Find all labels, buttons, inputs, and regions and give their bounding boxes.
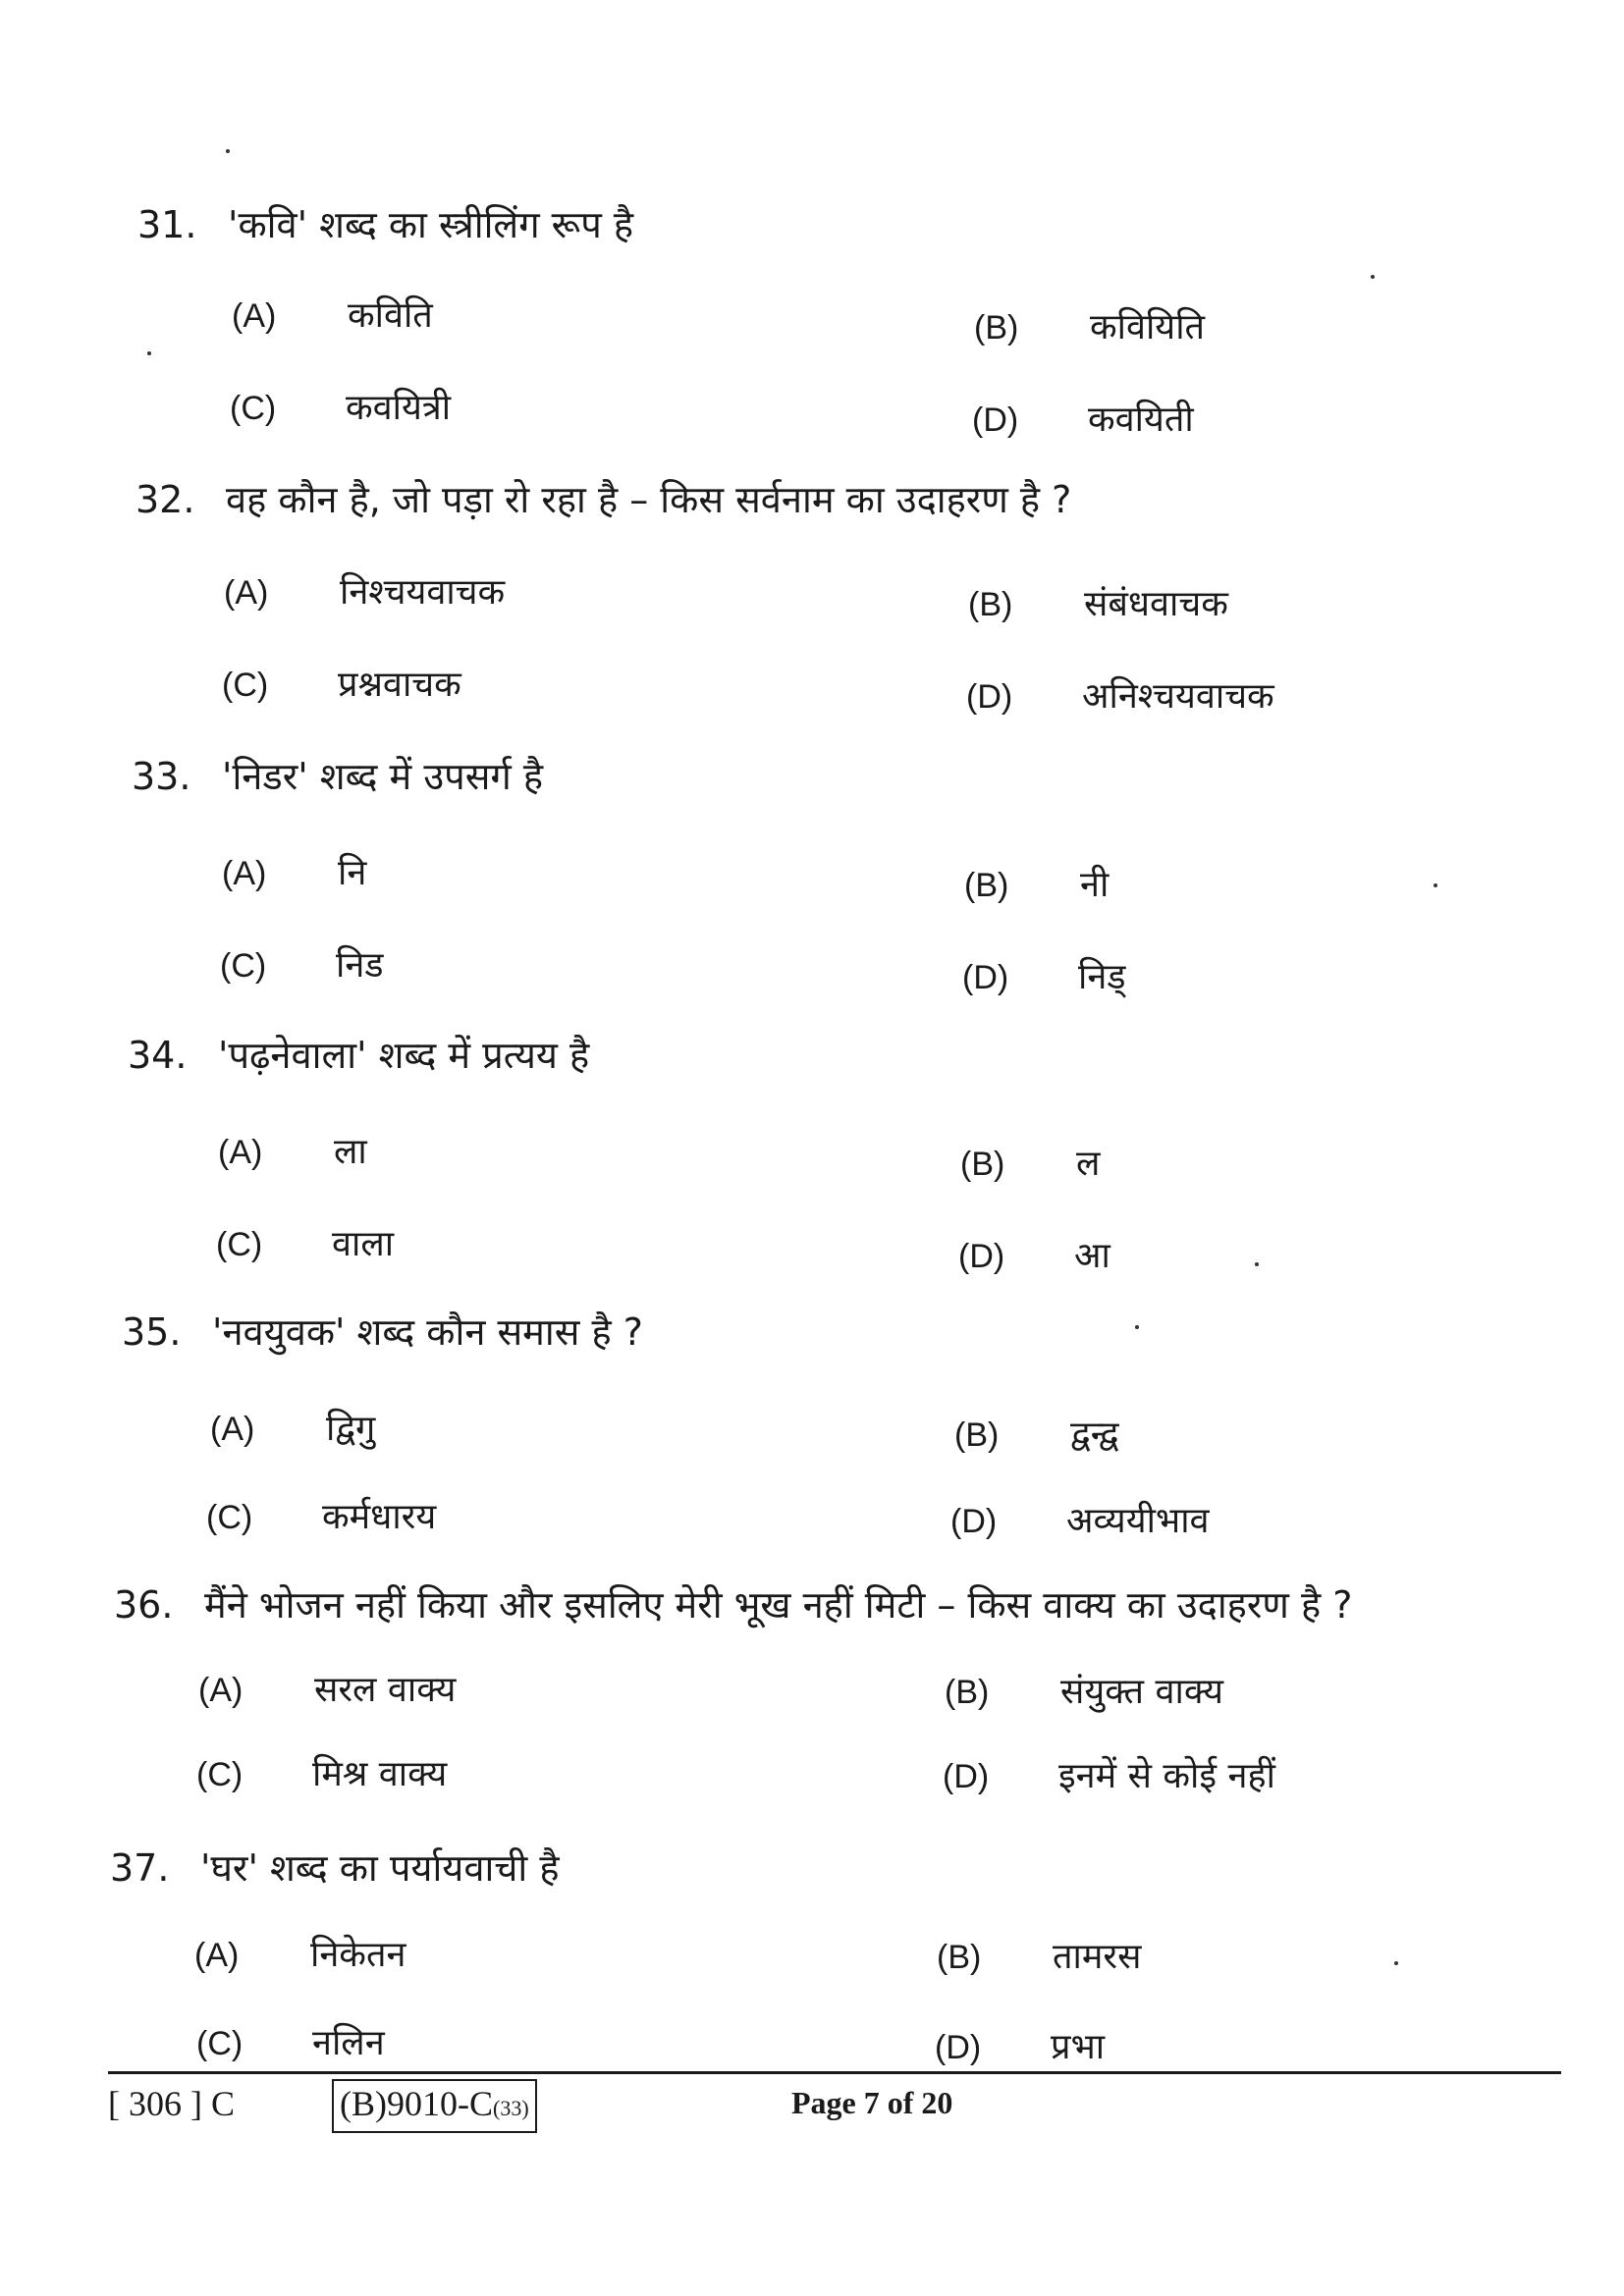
option-a: (A) सरल वाक्य [198, 1670, 457, 1710]
option-c: (C) मिश्र वाक्य [196, 1754, 448, 1794]
option-b: (B) कवियिति [974, 307, 1206, 347]
option-d: (D) निड् [962, 957, 1126, 997]
option-b: (B) संबंधवाचक [968, 584, 1228, 624]
paper-code: [ 306 ] C [108, 2084, 235, 2123]
footer-rule [108, 2071, 1561, 2074]
scan-speck [1371, 275, 1375, 279]
question-text: मैंने भोजन नहीं किया और इसलिए मेरी भूख नहीं मिटी – किस वाक्य का उदाहरण है ? [204, 1583, 1353, 1627]
page-number: Page 7 of 20 [791, 2085, 953, 2120]
question-number: 34. [128, 1034, 188, 1077]
question-text: 'पढ़नेवाला' शब्द में प्रत्यय है [218, 1034, 590, 1077]
option-d: (D) अव्ययीभाव [950, 1501, 1210, 1541]
option-d: (D) कवयिती [972, 400, 1194, 440]
scan-speck [1434, 883, 1437, 887]
question-number: 32. [135, 478, 195, 521]
option-d: (D) इनमें से कोई नहीं [943, 1756, 1275, 1796]
question-number: 33. [132, 755, 191, 798]
question-number: 31. [137, 203, 197, 246]
option-a: (A) कविति [232, 295, 433, 336]
option-c: (C) नलिन [196, 2023, 385, 2063]
option-a: (A) निश्चयवाचक [224, 572, 506, 613]
option-c: (C) निड [220, 945, 384, 986]
booklet-code-box: (B)9010-C(33) [332, 2079, 537, 2133]
page-footer [0, 2079, 1624, 2138]
option-b: (B) द्वन्द्व [954, 1415, 1119, 1455]
scan-speck [147, 351, 151, 355]
scan-speck [226, 149, 230, 153]
question-text: 'निडर' शब्द में उपसर्ग है [222, 755, 544, 798]
question-text: वह कौन है, जो पड़ा रो रहा है – किस सर्वनाम का उदाहरण है ? [226, 478, 1072, 521]
question-text: 'नवयुवक' शब्द कौन समास है ? [212, 1310, 643, 1354]
scan-speck [1394, 1961, 1398, 1965]
option-b: (B) ल [960, 1144, 1101, 1184]
question-text: 'घर' शब्द का पर्यायवाची है [200, 1846, 560, 1890]
option-c: (C) वाला [216, 1224, 395, 1264]
option-d: (D) प्रभा [935, 2027, 1106, 2067]
question-number: 37. [110, 1846, 170, 1890]
option-a: (A) ला [218, 1132, 367, 1172]
option-a: (A) निकेतन [194, 1935, 406, 1975]
scan-speck [1135, 1325, 1139, 1329]
option-c: (C) प्रश्नवाचक [222, 665, 461, 705]
option-b: (B) संयुक्त वाक्य [945, 1672, 1223, 1712]
option-a: (A) द्विगु [210, 1409, 376, 1449]
question-number: 36. [114, 1583, 174, 1627]
option-d: (D) आ [958, 1236, 1110, 1276]
option-d: (D) अनिश्चयवाचक [966, 676, 1274, 717]
option-c: (C) कवयित्री [230, 388, 452, 428]
option-a: (A) नि [222, 853, 367, 893]
scan-speck [1255, 1262, 1259, 1266]
question-number: 35. [122, 1310, 182, 1354]
option-b: (B) तामरस [937, 1937, 1142, 1977]
option-c: (C) कर्मधारय [206, 1497, 437, 1537]
question-text: 'कवि' शब्द का स्त्रीलिंग रूप है [228, 203, 634, 246]
option-b: (B) नी [964, 865, 1110, 905]
